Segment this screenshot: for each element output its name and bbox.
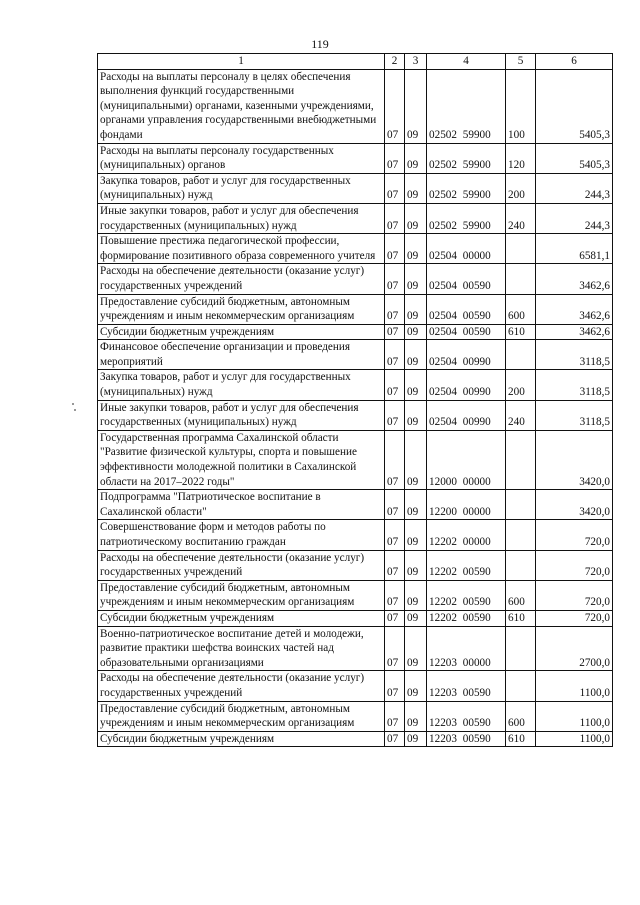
amount-value: 3462,6 bbox=[536, 324, 613, 340]
amount-value: 720,0 bbox=[536, 520, 613, 550]
expense-type-code: 200 bbox=[506, 370, 536, 400]
subsection-code: 09 bbox=[405, 550, 427, 580]
table-row bbox=[98, 69, 613, 143]
section-code: 07 bbox=[385, 430, 405, 489]
target-article-code: 02504 00000 bbox=[427, 234, 506, 264]
target-article-code: 12200 00000 bbox=[427, 490, 506, 520]
target-article-code: 12202 00590 bbox=[427, 610, 506, 626]
amount-value: 1100,0 bbox=[536, 671, 613, 701]
target-article-code: 02502 59900 bbox=[427, 203, 506, 233]
section-code: 07 bbox=[385, 294, 405, 324]
expense-type-code: 200 bbox=[506, 173, 536, 203]
amount-value: 720,0 bbox=[536, 610, 613, 626]
section-code: 07 bbox=[385, 234, 405, 264]
subsection-code: 09 bbox=[405, 430, 427, 489]
row-description: Субсидии бюджетным учреждениям bbox=[98, 731, 385, 747]
target-article-code: 12203 00590 bbox=[427, 731, 506, 747]
expense-type-code bbox=[506, 520, 536, 550]
amount-value: 3118,5 bbox=[536, 370, 613, 400]
table-row bbox=[98, 701, 613, 731]
subsection-code: 09 bbox=[405, 580, 427, 610]
section-code: 07 bbox=[385, 731, 405, 747]
section-code: 07 bbox=[385, 340, 405, 370]
subsection-code: 09 bbox=[405, 234, 427, 264]
subsection-code: 09 bbox=[405, 520, 427, 550]
target-article-code: 12203 00590 bbox=[427, 701, 506, 731]
section-code: 07 bbox=[385, 400, 405, 430]
subsection-code: 09 bbox=[405, 400, 427, 430]
expense-type-code: 610 bbox=[506, 731, 536, 747]
target-article-code: 12202 00590 bbox=[427, 550, 506, 580]
table-row bbox=[98, 626, 613, 671]
row-description: Предоставление субсидий бюджетным, автономным учреждениям и иным некоммерческим организациям bbox=[98, 294, 385, 324]
section-code: 07 bbox=[385, 173, 405, 203]
subsection-code: 09 bbox=[405, 324, 427, 340]
section-code: 07 bbox=[385, 203, 405, 233]
subsection-code: 09 bbox=[405, 294, 427, 324]
expense-type-code bbox=[506, 264, 536, 294]
section-code: 07 bbox=[385, 490, 405, 520]
amount-value: 2700,0 bbox=[536, 626, 613, 671]
target-article-code: 02504 00990 bbox=[427, 370, 506, 400]
row-description: Государственная программа Сахалинской области "Развитие физической культуры, спорта и повышение эффективности молодежной политики в Сахалинской области на 2017–2022 годы" bbox=[98, 430, 385, 489]
expense-type-code bbox=[506, 340, 536, 370]
expense-type-code: 610 bbox=[506, 324, 536, 340]
section-code: 07 bbox=[385, 701, 405, 731]
target-article-code: 02504 00990 bbox=[427, 400, 506, 430]
amount-value: 5405,3 bbox=[536, 143, 613, 173]
target-article-code: 02502 59900 bbox=[427, 143, 506, 173]
subsection-code: 09 bbox=[405, 370, 427, 400]
amount-value: 1100,0 bbox=[536, 731, 613, 747]
subsection-code: 09 bbox=[405, 143, 427, 173]
column-header: 5 bbox=[506, 54, 536, 70]
table-row bbox=[98, 294, 613, 324]
target-article-code: 02504 00590 bbox=[427, 264, 506, 294]
target-article-code: 12203 00000 bbox=[427, 626, 506, 671]
table-body bbox=[98, 69, 613, 747]
budget-table bbox=[97, 53, 613, 747]
section-code: 07 bbox=[385, 610, 405, 626]
column-header: 6 bbox=[536, 54, 613, 70]
target-article-code: 02502 59900 bbox=[427, 173, 506, 203]
expense-type-code bbox=[506, 430, 536, 489]
expense-type-code: 600 bbox=[506, 701, 536, 731]
section-code: 07 bbox=[385, 370, 405, 400]
row-description: Предоставление субсидий бюджетным, автономным учреждениям и иным некоммерческим организациям bbox=[98, 580, 385, 610]
target-article-code: 12000 00000 bbox=[427, 430, 506, 489]
row-description: Повышение престижа педагогической профессии, формирование позитивного образа современного учителя bbox=[98, 234, 385, 264]
amount-value: 244,3 bbox=[536, 203, 613, 233]
amount-value: 3462,6 bbox=[536, 294, 613, 324]
row-description: Подпрограмма "Патриотическое воспитание в Сахалинской области" bbox=[98, 490, 385, 520]
table-row bbox=[98, 490, 613, 520]
table-row bbox=[98, 731, 613, 747]
subsection-code: 09 bbox=[405, 671, 427, 701]
amount-value: 720,0 bbox=[536, 580, 613, 610]
row-description: Предоставление субсидий бюджетным, автономным учреждениям и иным некоммерческим организациям bbox=[98, 701, 385, 731]
row-description: Закупка товаров, работ и услуг для государственных (муниципальных) нужд bbox=[98, 173, 385, 203]
table-row bbox=[98, 610, 613, 626]
subsection-code: 09 bbox=[405, 490, 427, 520]
subsection-code: 09 bbox=[405, 173, 427, 203]
amount-value: 5405,3 bbox=[536, 69, 613, 143]
target-article-code: 12202 00000 bbox=[427, 520, 506, 550]
target-article-code: 12202 00590 bbox=[427, 580, 506, 610]
table-row bbox=[98, 520, 613, 550]
section-code: 07 bbox=[385, 520, 405, 550]
target-article-code: 02502 59900 bbox=[427, 69, 506, 143]
section-code: 07 bbox=[385, 264, 405, 294]
row-description: Закупка товаров, работ и услуг для государственных (муниципальных) нужд bbox=[98, 370, 385, 400]
section-code: 07 bbox=[385, 550, 405, 580]
amount-value: 244,3 bbox=[536, 173, 613, 203]
amount-value: 3420,0 bbox=[536, 490, 613, 520]
expense-type-code: 240 bbox=[506, 400, 536, 430]
subsection-code: 09 bbox=[405, 203, 427, 233]
subsection-code: 09 bbox=[405, 701, 427, 731]
subsection-code: 09 bbox=[405, 731, 427, 747]
column-header: 3 bbox=[405, 54, 427, 70]
row-description: Субсидии бюджетным учреждениям bbox=[98, 324, 385, 340]
section-code: 07 bbox=[385, 671, 405, 701]
table-row bbox=[98, 173, 613, 203]
expense-type-code: 120 bbox=[506, 143, 536, 173]
subsection-code: 09 bbox=[405, 610, 427, 626]
page-number: 119 bbox=[311, 37, 329, 51]
section-code: 07 bbox=[385, 143, 405, 173]
expense-type-code: 600 bbox=[506, 580, 536, 610]
target-article-code: 02504 00590 bbox=[427, 324, 506, 340]
target-article-code: 02504 00590 bbox=[427, 294, 506, 324]
table-row bbox=[98, 340, 613, 370]
row-description: Иные закупки товаров, работ и услуг для обеспечения государственных (муниципальных) нужд bbox=[98, 400, 385, 430]
row-description: Расходы на обеспечение деятельности (оказание услуг) государственных учреждений bbox=[98, 671, 385, 701]
row-description: Субсидии бюджетным учреждениям bbox=[98, 610, 385, 626]
target-article-code: 12203 00590 bbox=[427, 671, 506, 701]
amount-value: 3118,5 bbox=[536, 340, 613, 370]
table-row bbox=[98, 430, 613, 489]
column-header: 1 bbox=[98, 54, 385, 70]
header-row bbox=[98, 54, 613, 70]
table-row bbox=[98, 203, 613, 233]
row-description: Расходы на обеспечение деятельности (оказание услуг) государственных учреждений bbox=[98, 550, 385, 580]
table-row bbox=[98, 550, 613, 580]
scan-speck bbox=[74, 409, 76, 411]
expense-type-code bbox=[506, 490, 536, 520]
table-row bbox=[98, 264, 613, 294]
subsection-code: 09 bbox=[405, 264, 427, 294]
scan-speck bbox=[72, 403, 74, 405]
expense-type-code bbox=[506, 550, 536, 580]
table-row bbox=[98, 234, 613, 264]
row-description: Военно-патриотическое воспитание детей и молодежи, развитие практики шефства воинских частей над образовательными организациями bbox=[98, 626, 385, 671]
table-row bbox=[98, 671, 613, 701]
subsection-code: 09 bbox=[405, 69, 427, 143]
expense-type-code bbox=[506, 234, 536, 264]
row-description: Расходы на выплаты персоналу государственных (муниципальных) органов bbox=[98, 143, 385, 173]
section-code: 07 bbox=[385, 580, 405, 610]
row-description: Расходы на выплаты персоналу в целях обеспечения выполнения функций государственными (муниципальными) органами, казенными учреждениями, органами управления государственными внебюджетными фондами bbox=[98, 69, 385, 143]
section-code: 07 bbox=[385, 626, 405, 671]
row-description: Расходы на обеспечение деятельности (оказание услуг) государственных учреждений bbox=[98, 264, 385, 294]
row-description: Совершенствование форм и методов работы по патриотическому воспитанию граждан bbox=[98, 520, 385, 550]
section-code: 07 bbox=[385, 69, 405, 143]
subsection-code: 09 bbox=[405, 340, 427, 370]
section-code: 07 bbox=[385, 324, 405, 340]
column-header: 2 bbox=[385, 54, 405, 70]
amount-value: 6581,1 bbox=[536, 234, 613, 264]
expense-type-code: 240 bbox=[506, 203, 536, 233]
expense-type-code: 100 bbox=[506, 69, 536, 143]
expense-type-code: 610 bbox=[506, 610, 536, 626]
expense-type-code bbox=[506, 626, 536, 671]
table-row bbox=[98, 580, 613, 610]
subsection-code: 09 bbox=[405, 626, 427, 671]
expense-type-code: 600 bbox=[506, 294, 536, 324]
row-description: Иные закупки товаров, работ и услуг для обеспечения государственных (муниципальных) нужд bbox=[98, 203, 385, 233]
row-description: Финансовое обеспечение организации и проведения мероприятий bbox=[98, 340, 385, 370]
expense-type-code bbox=[506, 671, 536, 701]
amount-value: 3420,0 bbox=[536, 430, 613, 489]
target-article-code: 02504 00990 bbox=[427, 340, 506, 370]
table-row bbox=[98, 143, 613, 173]
amount-value: 720,0 bbox=[536, 550, 613, 580]
table-row bbox=[98, 400, 613, 430]
table-row bbox=[98, 324, 613, 340]
amount-value: 1100,0 bbox=[536, 701, 613, 731]
table-row bbox=[98, 370, 613, 400]
amount-value: 3118,5 bbox=[536, 400, 613, 430]
column-header: 4 bbox=[427, 54, 506, 70]
amount-value: 3462,6 bbox=[536, 264, 613, 294]
